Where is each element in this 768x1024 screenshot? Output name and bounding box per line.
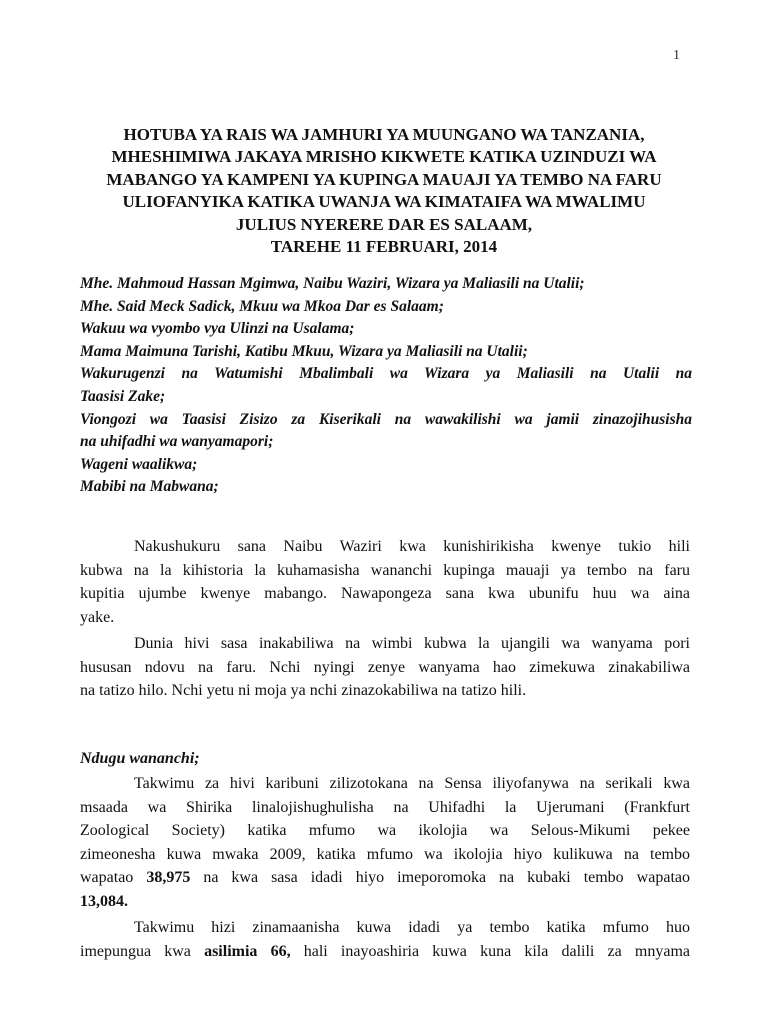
title-line: JULIUS NYERERE DAR ES SALAAM, [235,214,533,234]
elephant-count-2009: 38,975 [146,869,191,887]
salutation-line: Wageni waalikwa; [80,455,198,473]
text-line: hususan ndovu na faru. Nchi nyingi zenye wanyama hao zimekuwa zinakabiliwa [80,658,690,676]
text-segment: na kwa sasa idadi hiyo imeporomoka na kubaki tembo wapatao [190,869,690,887]
text-line [80,940,690,964]
salutation-line: Mama Maimuna Tarishi, Katibu Mkuu, Wizara ya Maliasili na Utalii; [80,342,528,360]
salutation-line: Mabibi na Mabwana; [80,478,219,496]
text-line: na tatizo hilo. Nchi yetu ni moja ya nchi zinazokabiliwa na tatizo hili. [80,682,527,700]
speech-title [80,124,688,258]
salutation-line: Wakurugenzi na Watumishi Mbalimbali wa Wizara ya Maliasili na Utalii na [80,365,692,383]
ndugu-heading: Ndugu wananchi; [80,750,200,767]
elephant-count-now: 13,084. [80,892,128,910]
text-line: Zoological Society) katika mfumo wa ikolojia wa Selous-Mikumi pekee [80,822,690,840]
text-line [80,890,690,914]
salutations [80,273,692,499]
salutation-line: Mhe. Said Meck Sadick, Mkuu wa Mkoa Dar es Salaam; [80,297,444,315]
text-segment: wapatao [80,869,147,887]
title-line: HOTUBA YA RAIS WA JAMHURI YA MUUNGANO WA TANZANIA, [123,125,645,144]
text-line: Dunia hivi sasa inakabiliwa na wimbi kubwa la ujangili wa wanyama pori [134,635,690,652]
paragraph-poaching [80,632,690,703]
title-line: ULIOFANYIKA KATIKA UWANJA WA KIMATAIFA WA MWALIMU [122,192,646,212]
text-line: kupitia ujumbe kwenye mabango. Nawapongeza sana kwa ubunifu huu wa aina [80,585,690,603]
salutation-line: Mhe. Mahmoud Hassan Mgimwa, Naibu Waziri, Wizara ya Maliasili na Utalii; [80,275,585,292]
text-line: Nakushukuru sana Naibu Waziri kwa kunishirikisha kwenye tukio hili [134,538,690,555]
paragraph-decline [80,916,690,963]
salutation-line: na uhifadhi wa wanyamapori; [80,433,274,451]
text-line: zimeonesha kuwa mwaka 2009, katika mfumo wa ikolojia hiyo kulikuwa na tembo [80,845,690,863]
text-segment: hali inayoashiria kuwa kuna kila dalili za mnyama [290,942,690,960]
salutation-line: Taasisi Zake; [80,387,166,405]
text-line: yake. [80,608,115,626]
text-line [80,866,690,890]
text-line: msaada wa Shirika linalojishughulisha na Uhifadhi la Ujerumani (Frankfurt [80,798,690,816]
text-line: Takwimu hizi zinamaanisha kuwa idadi ya tembo katika mfumo huo [134,919,690,936]
text-line: kubwa na la kihistoria la kuhamasisha wananchi kupinga mauaji ya tembo na faru [80,561,690,579]
text-segment: imepungua kwa [80,942,205,960]
text-line: Takwimu za hivi karibuni zilizotokana na Sensa iliyofanywa na serikali kwa [134,775,690,792]
page-number: 1 [673,48,680,63]
decline-percentage: asilimia 66, [204,942,291,960]
salutation-line: Wakuu wa vyombo vya Ulinzi na Usalama; [80,320,355,338]
paragraph-statistics [80,772,690,914]
title-line: MHESHIMIWA JAKAYA MRISHO KIKWETE KATIKA UZINDUZI WA [111,147,657,167]
paragraph-thanks [80,535,690,629]
title-line: TAREHE 11 FEBRUARI, 2014 [270,237,498,257]
title-line: MABANGO YA KAMPENI YA KUPINGA MAUAJI YA TEMBO NA FARU [106,169,662,189]
salutation-line: Viongozi wa Taasisi Zisizo za Kiserikali na wawakilishi wa jamii zinazojihusisha [80,410,692,428]
